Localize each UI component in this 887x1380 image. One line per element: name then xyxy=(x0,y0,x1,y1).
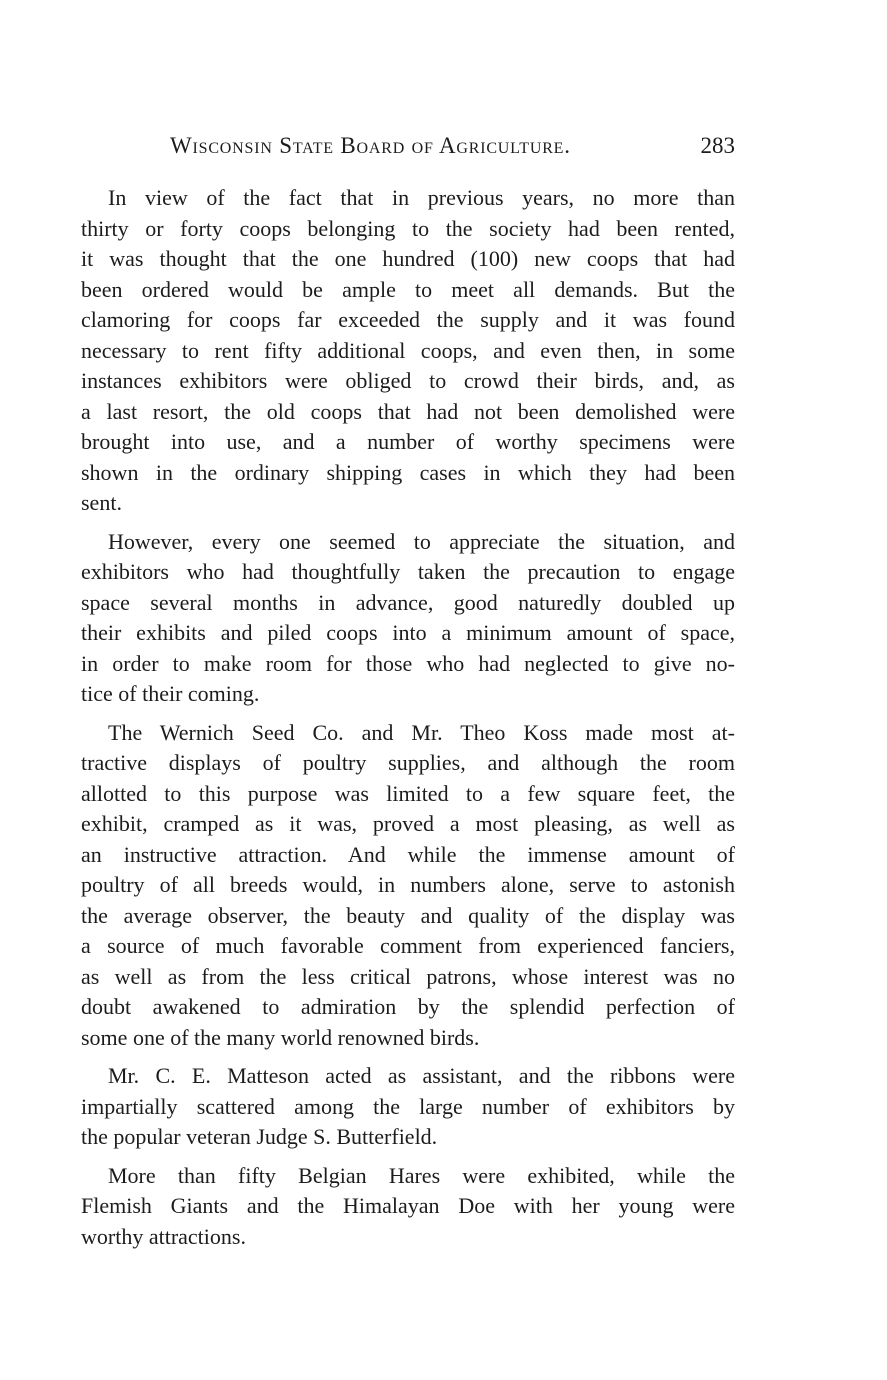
text-line: However, every one seemed to appreciate the situation, and xyxy=(108,528,735,554)
page-number: 283 xyxy=(700,133,735,158)
text-line: exhibit, cramped as it was, proved a most pleasing, as well as xyxy=(81,811,735,836)
text-line: The Wernich Seed Co. and Mr. Theo Koss made most at- xyxy=(108,719,735,745)
text-line: in order to make room for those who had neglected to give no- xyxy=(81,650,735,676)
text-line: thirty or forty coops belonging to the society had been rented, xyxy=(81,215,735,241)
text-line: poultry of all breeds would, in numbers alone, serve to astonish xyxy=(81,872,735,897)
text-line: their exhibits and piled coops into a minimum amount of space, xyxy=(81,620,735,645)
text-line: Flemish Giants and the Himalayan Doe with her young were xyxy=(81,1193,735,1218)
text-line: clamoring for coops far exceeded the supply and it was found xyxy=(81,307,735,332)
text-line: some one of the many world renowned birds. xyxy=(81,1024,480,1050)
text-line: doubt awakened to admiration by the splendid perfection of xyxy=(81,994,735,1019)
text-line: tice of their coming. xyxy=(81,681,260,706)
text-line: worthy attractions. xyxy=(81,1223,246,1249)
text-line: space several months in advance, good naturedly doubled up xyxy=(81,589,735,615)
text-line: the average observer, the beauty and quality of the display was xyxy=(81,902,735,928)
text-line: an instructive attraction. And while the immense amount of xyxy=(81,841,735,867)
text-line: exhibitors who had thoughtfully taken the precaution to engage xyxy=(81,559,735,584)
text-line: as well as from the less critical patrons, whose interest was no xyxy=(81,963,735,989)
text-line: been ordered would be ample to meet all demands. But the xyxy=(81,276,735,302)
text-line: a source of much favorable comment from experienced fanciers, xyxy=(81,933,735,958)
text-line: Mr. C. E. Matteson acted as assistant, and the ribbons were xyxy=(108,1063,735,1088)
text-line: necessary to rent fifty additional coops, and even then, in some xyxy=(81,337,735,363)
text-line: shown in the ordinary shipping cases in which they had been xyxy=(81,459,735,485)
text-line: brought into use, and a number of worthy specimens were xyxy=(81,429,735,454)
text-line: impartially scattered among the large number of exhibitors by xyxy=(81,1093,735,1119)
paragraph xyxy=(81,527,735,710)
body-text xyxy=(81,183,735,1260)
paragraph xyxy=(81,1161,735,1253)
paragraph xyxy=(81,718,735,1054)
text-line: allotted to this purpose was limited to a few square feet, the xyxy=(81,780,735,806)
text-line: instances exhibitors were obliged to crowd their birds, and, as xyxy=(81,368,735,393)
text-line: tractive displays of poultry supplies, and although the room xyxy=(81,750,735,775)
running-title: Wisconsin State Board of Agriculture. xyxy=(170,133,571,158)
paragraph xyxy=(81,1061,735,1153)
paragraph xyxy=(81,183,735,519)
text-line: a last resort, the old coops that had not been demolished were xyxy=(81,398,735,424)
text-line: sent. xyxy=(81,490,122,515)
text-line: In view of the fact that in previous years, no more than xyxy=(108,185,735,210)
text-line: it was thought that the one hundred (100) new coops that had xyxy=(81,246,735,271)
text-line: the popular veteran Judge S. Butterfield. xyxy=(81,1124,438,1149)
running-header xyxy=(170,133,735,165)
text-line: More than fifty Belgian Hares were exhibited, while the xyxy=(108,1162,735,1188)
